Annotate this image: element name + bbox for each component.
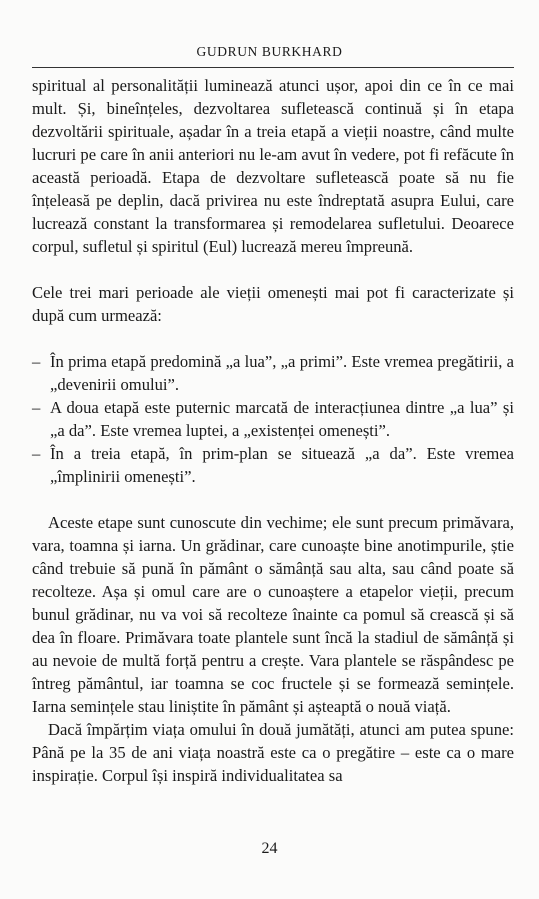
list-item: [32, 350, 514, 396]
list-item-text: A doua etapă este puternic marcată de interacțiunea dintre „a lua” și „a da”. Este vremea luptei, a „existenței omenești”.: [50, 398, 514, 440]
dash-marker: –: [32, 398, 41, 417]
paragraph-2: Cele trei mari perioade ale vieții omenești mai pot fi caracterizate și după cum urmează:: [32, 283, 514, 325]
running-header: GUDRUN BURKHARD: [196, 44, 343, 59]
paragraph-3: Aceste etape sunt cunoscute din vechime; ele sunt precum primăvara, vara, toamna și iarna. Un grădinar, care cunoaște bine anotimpurile, știe când trebuie să pună în pământ o sămânță sau alta, sau când poate să recolteze. Așa și omul care are o cunoaștere a etapelor vieții, precum bunul grădinar, nu va voi să recolteze înainte ca pomul să crească și să dea în floare. Primăvara toate plantele sunt încă la stadiul de sămânță și au nevoie de multă forță pentru a crește. Vara plantele se răspândesc pe întreg pământul, iar toamna se coc fructele și se formează semințele. Iarna semințele stau liniștite în pământ și așteaptă o nouă viață.: [32, 513, 514, 716]
list-item: [32, 396, 514, 442]
paragraph-1: spiritual al personalității luminează atunci ușor, apoi din ce în ce mai mult. Și, bineînțeles, dezvoltarea sufletească continuă și în etapa dezvoltării spirituale, așadar în a treia etapă a vieții noastre, când multe lucruri pe care în anii anteriori nu le-am avut în vedere, pot fi refăcute în această perioadă. Etapa de dezvoltare sufletească poate să nu fie înțeleasă pe deplin, dacă privirea nu este îndreptată asupra Eului, care lucrează constant la transformarea și remodelarea sufletului. Deoarece corpul, sufletul și spiritul (Eul) lucrează mereu împreună.: [32, 76, 514, 256]
list-item-text: În prima etapă predomină „a lua”, „a primi”. Este vremea pregătirii, a „devenirii omului”.: [50, 352, 514, 394]
paragraph-4: Dacă împărțim viața omului în două jumătăți, atunci am putea spune: Până pe la 35 de ani viața noastră este ca o pregătire – este ca o mare inspirație. Corpul își inspiră individualitatea sa: [32, 720, 514, 785]
dash-marker: –: [32, 444, 41, 463]
list-item-text: În a treia etapă, în prim-plan se situează „a da”. Este vremea „împlinirii omenești”.: [50, 444, 514, 486]
header-rule: [32, 67, 514, 68]
list-item: [32, 442, 514, 488]
dash-marker: –: [32, 352, 41, 371]
page-body: [32, 74, 514, 787]
page-number: 24: [261, 840, 278, 857]
stages-list: [32, 350, 514, 488]
